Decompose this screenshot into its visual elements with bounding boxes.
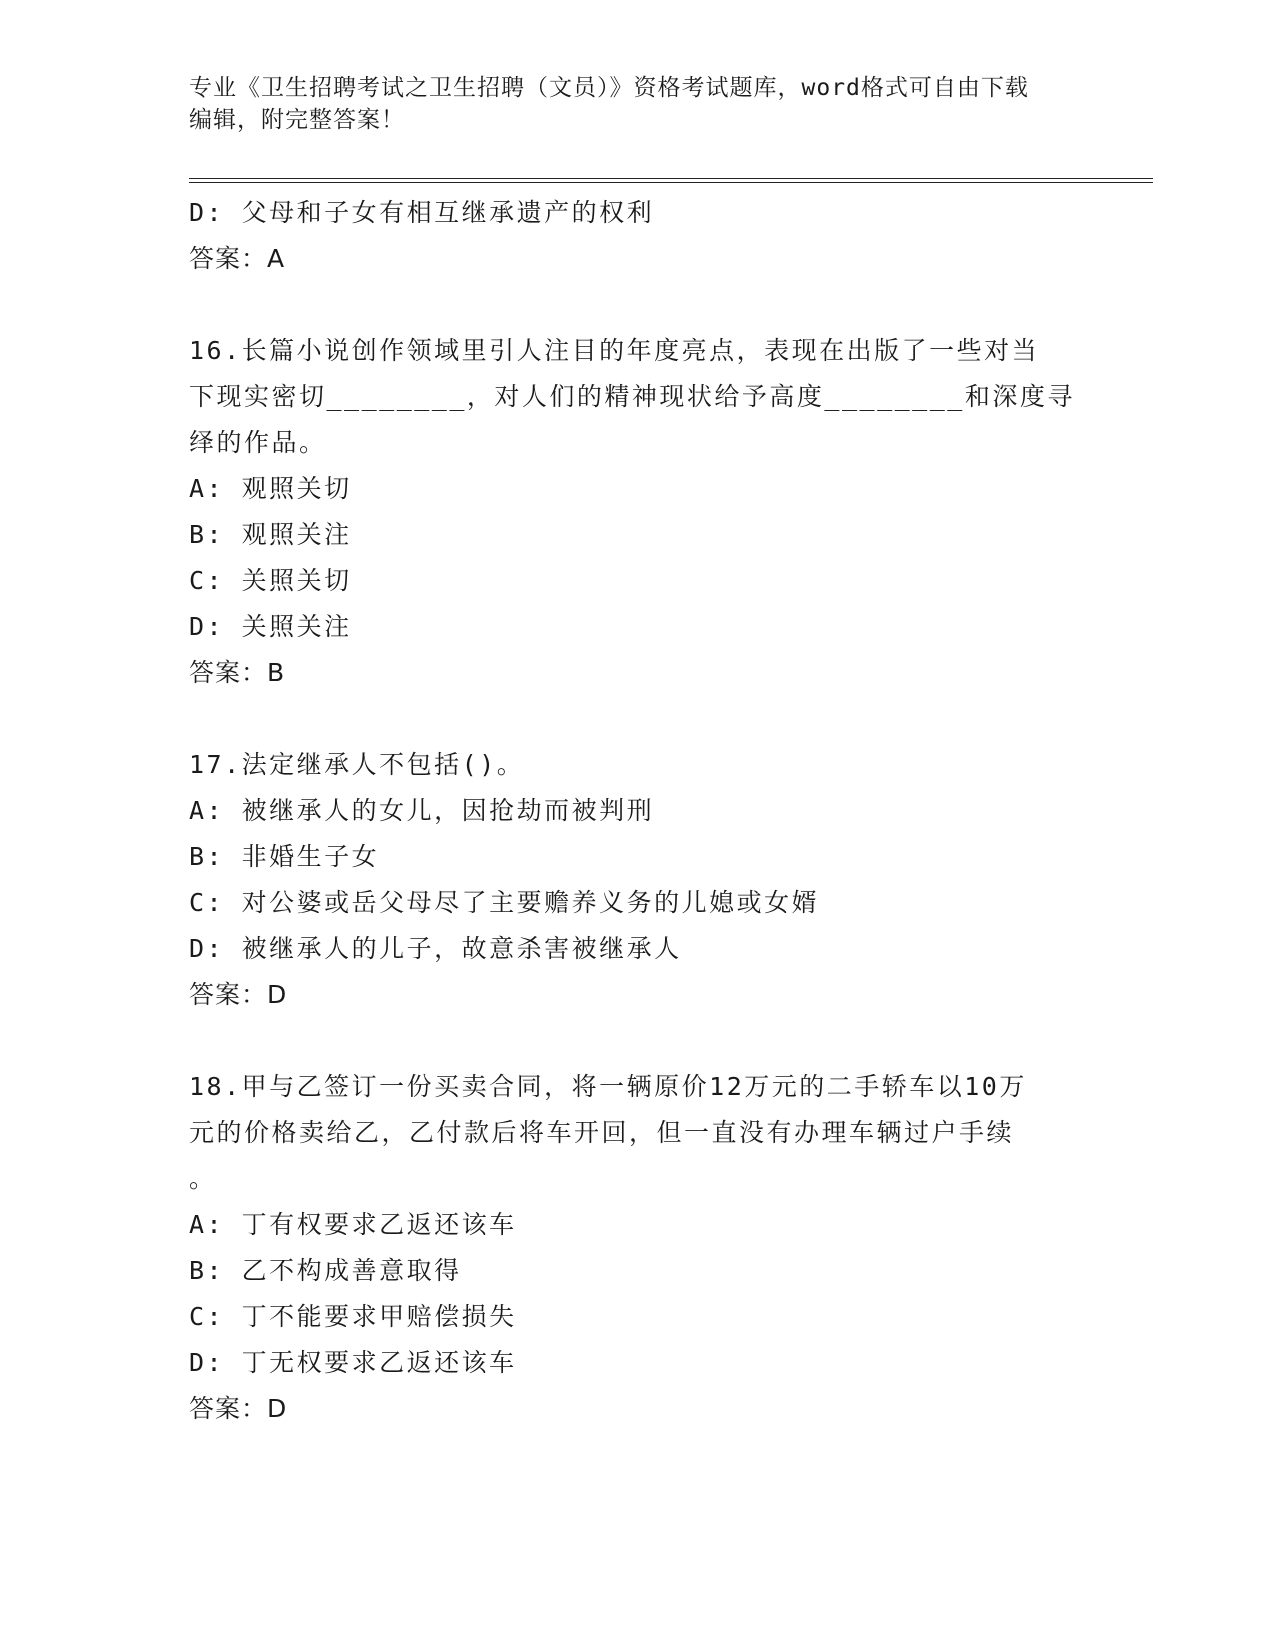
header-divider-top bbox=[189, 178, 1153, 179]
option-c: C: 丁不能要求甲赔偿损失 bbox=[189, 1302, 517, 1331]
option-d: D: 父母和子女有相互继承遗产的权利 bbox=[189, 198, 655, 227]
question-stem-line: 。 bbox=[189, 1164, 217, 1193]
option-c: C: 关照关切 bbox=[189, 566, 352, 595]
question-stem-line: 16.长篇小说创作领域里引人注目的年度亮点，表现在出版了一些对当 bbox=[189, 336, 1040, 365]
question-17 bbox=[189, 742, 1089, 1018]
spacer bbox=[189, 696, 1089, 742]
question-18 bbox=[189, 1064, 1089, 1432]
option-b: B: 观照关注 bbox=[189, 520, 352, 549]
question-stem-line: 18.甲与乙签订一份买卖合同，将一辆原价12万元的二手轿车以10万 bbox=[189, 1072, 1027, 1101]
question-stem-line: 绎的作品。 bbox=[189, 428, 327, 457]
document-header bbox=[189, 72, 1069, 136]
option-a: A: 被继承人的女儿，因抢劫而被判刑 bbox=[189, 796, 655, 825]
option-b: B: 非婚生子女 bbox=[189, 842, 380, 871]
answer-line: 答案：B bbox=[189, 658, 286, 687]
option-b: B: 乙不构成善意取得 bbox=[189, 1256, 462, 1285]
option-d: D: 丁无权要求乙返还该车 bbox=[189, 1348, 517, 1377]
spacer bbox=[189, 1018, 1089, 1064]
header-divider-bottom bbox=[189, 182, 1153, 183]
option-c: C: 对公婆或岳父母尽了主要赡养义务的儿媳或女婿 bbox=[189, 888, 820, 917]
question-stem-line: 元的价格卖给乙，乙付款后将车开回，但一直没有办理车辆过户手续 bbox=[189, 1118, 1015, 1147]
option-a: A: 观照关切 bbox=[189, 474, 352, 503]
answer-line: 答案：D bbox=[189, 980, 288, 1009]
option-d: D: 关照关注 bbox=[189, 612, 352, 641]
option-a: A: 丁有权要求乙返还该车 bbox=[189, 1210, 517, 1239]
spacer bbox=[189, 282, 1089, 328]
option-d: D: 被继承人的儿子，故意杀害被继承人 bbox=[189, 934, 682, 963]
header-line-2: 编辑，附完整答案！ bbox=[189, 107, 405, 133]
answer-line: 答案：A bbox=[189, 244, 286, 273]
question-stem-line: 17.法定继承人不包括()。 bbox=[189, 750, 525, 779]
question-16 bbox=[189, 328, 1089, 696]
header-line-1: 专业《卫生招聘考试之卫生招聘（文员）》资格考试题库，word格式可自由下载 bbox=[189, 75, 1029, 101]
previous-question-tail bbox=[189, 190, 1089, 282]
question-stem-line: 下现实密切________，对人们的精神现状给予高度________和深度寻 bbox=[189, 382, 1075, 411]
question-list bbox=[189, 190, 1089, 1432]
answer-line: 答案：D bbox=[189, 1394, 288, 1423]
